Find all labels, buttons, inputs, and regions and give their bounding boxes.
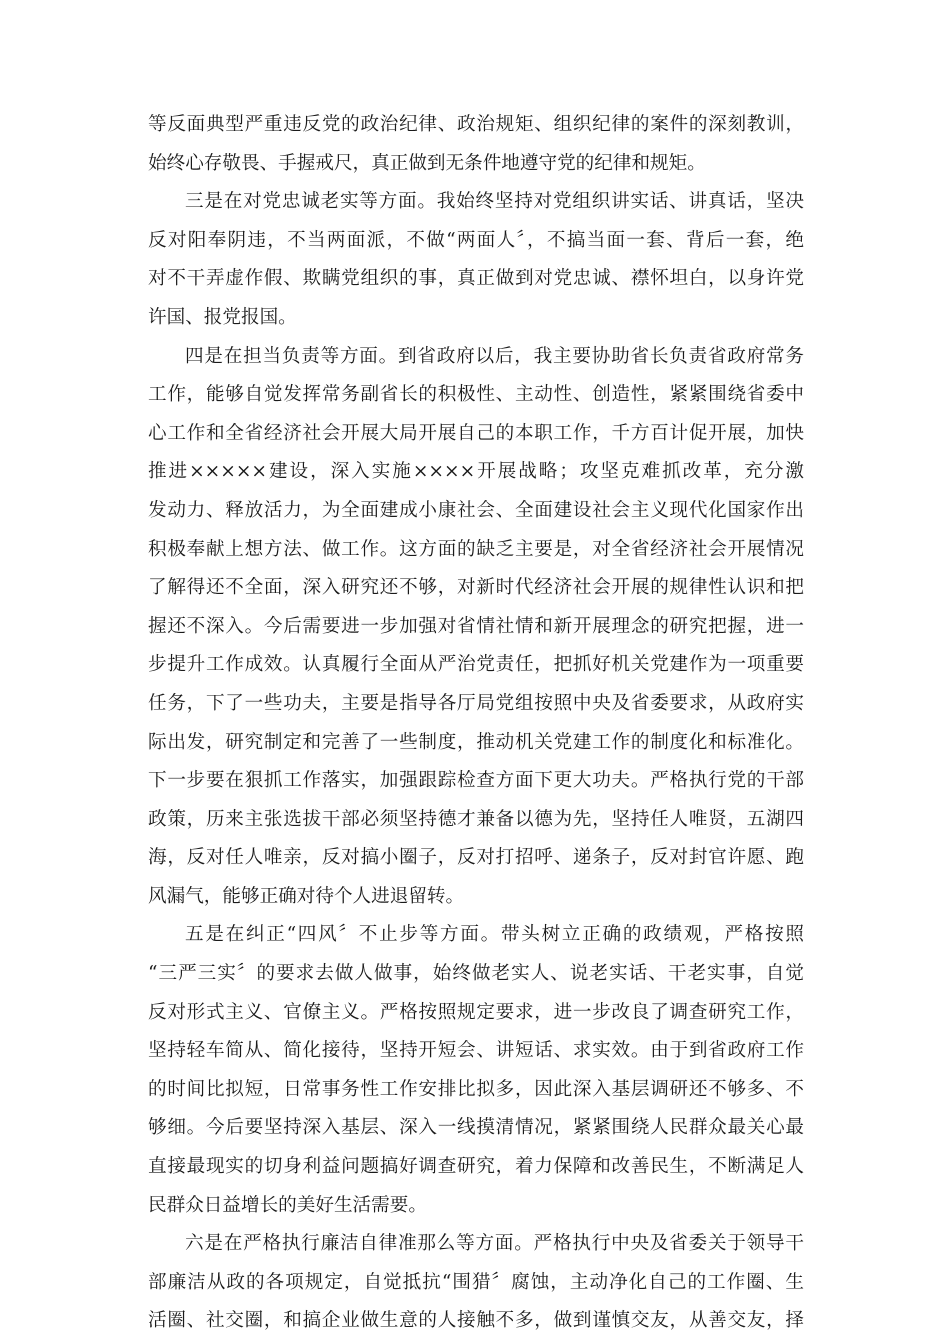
text-line: 推进×××××建设，深入实施××××开展战略；攻坚克难抓改革，充分激: [148, 461, 804, 483]
text-line: 心工作和全省经济社会开展大局开展自己的本职工作，千方百计促开展，加快: [148, 422, 804, 444]
text-line: 坚持轻车简从、简化接待，坚持开短会、讲短话、求实效。由于到省政府工作: [148, 1040, 804, 1062]
text-line: 的时间比拟短，日常事务性工作安排比拟多，因此深入基层调研还不够多、不: [148, 1078, 804, 1100]
text-line: 部廉洁从政的各项规定，自觉抵抗“围猎〞腐蚀，主动净化自己的工作圈、生: [148, 1271, 804, 1293]
text-line: 握还不深入。今后需要进一步加强对省情社情和新开展理念的研究把握，进一: [148, 615, 804, 637]
text-line: “三严三实〞的要求去做人做事，始终做老实人、说老实话、干老实事，自觉: [148, 963, 804, 985]
text-line: 民群众日益增长的美好生活需要。: [148, 1194, 427, 1216]
text-line: 许国、报党报国。: [148, 306, 297, 328]
text-line: 直接最现实的切身利益问题搞好调查研究，着力保障和改善民生，不断满足人: [148, 1156, 804, 1178]
text-line: 反对阳奉阴违，不当两面派，不做“两面人〞，不搞当面一套、背后一套，绝: [148, 229, 804, 251]
text-line: 步提升工作成效。认真履行全面从严治党责任，把抓好机关党建作为一项重要: [148, 654, 804, 676]
paragraph-start-line: 三是在对党忠诚老实等方面。我始终坚持对党组织讲实话、讲真话，坚决: [185, 191, 804, 213]
text-line: 活圈、社交圈，和搞企业做生意的人接触不多，做到谨慎交友，从善交友，择: [148, 1310, 804, 1332]
text-line: 风漏气，能够正确对待个人进退留转。: [148, 885, 465, 907]
document-body: [148, 106, 804, 1341]
text-line: 反对形式主义、官僚主义。严格按照规定要求，进一步改良了调查研究工作，: [148, 1001, 804, 1023]
text-line: 积极奉献上想方法、做工作。这方面的缺乏主要是，对全省经济社会开展情况: [148, 538, 804, 560]
text-line: 够细。今后要坚持深入基层、深入一线摸清情况，紧紧围绕人民群众最关心最: [148, 1117, 804, 1139]
text-line: 际出发，研究制定和完善了一些制度，推动机关党建工作的制度化和标准化。: [148, 731, 804, 753]
text-line: 对不干弄虚作假、欺瞒党组织的事，真正做到对党忠诚、襟怀坦白，以身许党: [148, 268, 804, 290]
text-line: 了解得还不全面，深入研究还不够，对新时代经济社会开展的规律性认识和把: [148, 577, 804, 599]
text-line: 发动力、释放活力，为全面建成小康社会、全面建设社会主义现代化国家作出: [148, 499, 804, 521]
text-line: 工作，能够自觉发挥常务副省长的积极性、主动性、创造性，紧紧围绕省委中: [148, 384, 804, 406]
paragraph-start-line: 六是在严格执行廉洁自律准那么等方面。严格执行中央及省委关于领导干: [185, 1233, 804, 1255]
text-line: 海，反对任人唯亲，反对搞小圈子，反对打招呼、递条子，反对封官许愿、跑: [148, 847, 804, 869]
text-line: 政策，历来主张选拔干部必须坚持德才兼备以德为先，坚持任人唯贤，五湖四: [148, 808, 804, 830]
text-line: 任务，下了一些功夫，主要是指导各厅局党组按照中央及省委要求，从政府实: [148, 692, 804, 714]
text-line: 下一步要在狠抓工作落实，加强跟踪检查方面下更大功夫。严格执行党的干部: [148, 770, 804, 792]
text-line: 始终心存敬畏、手握戒尺，真正做到无条件地遵守党的纪律和规矩。: [148, 152, 706, 174]
text-line: 等反面典型严重违反党的政治纪律、政治规矩、组织纪律的案件的深刻教训，: [148, 114, 804, 135]
paragraph-start-line: 五是在纠正“四风〞不止步等方面。带头树立正确的政绩观，严格按照: [185, 924, 804, 946]
paragraph-start-line: 四是在担当负责等方面。到省政府以后，我主要协助省长负责省政府常务: [185, 345, 804, 367]
